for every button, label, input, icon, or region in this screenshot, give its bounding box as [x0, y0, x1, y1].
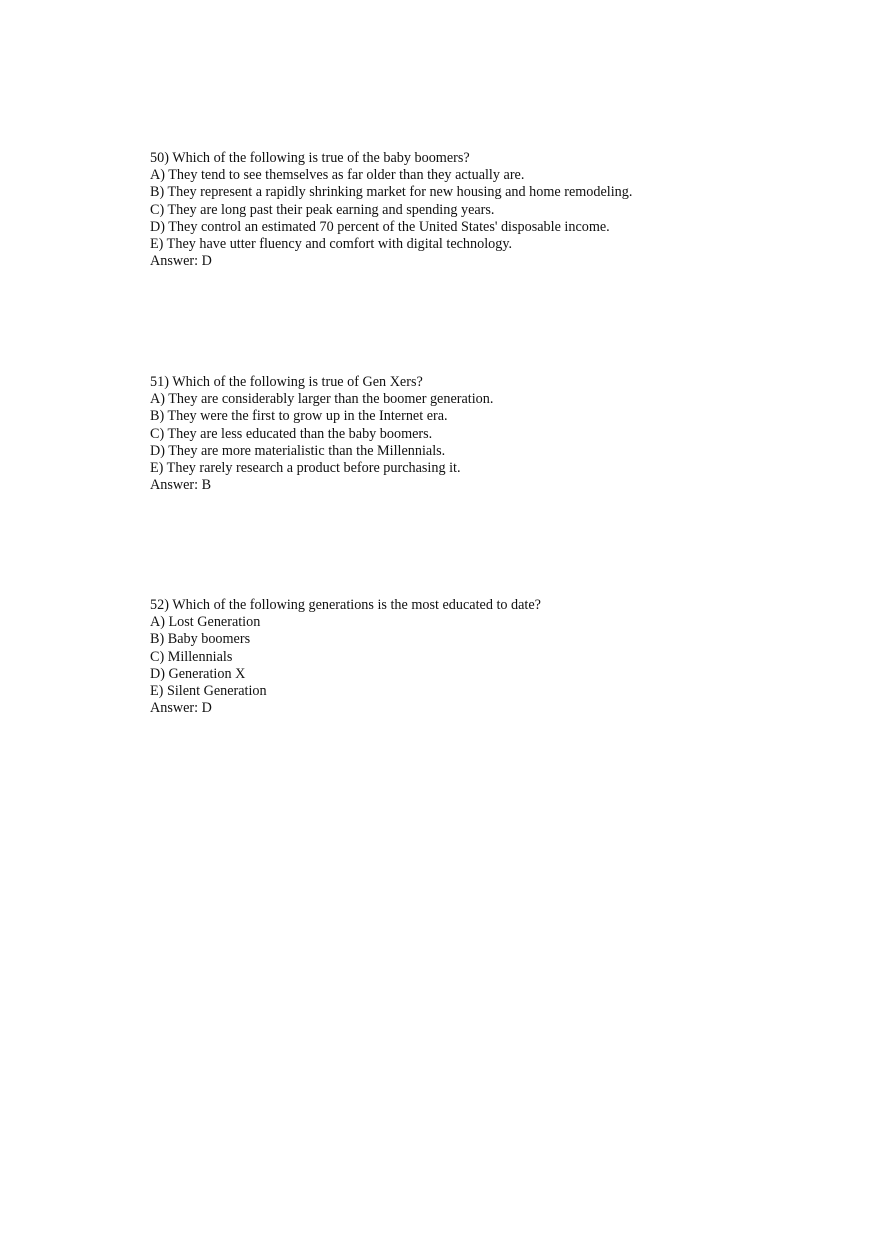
question-stem: 52) Which of the following generations is the most educated to date?: [150, 597, 541, 613]
option-c: C) They are less educated than the baby boomers.: [150, 425, 433, 442]
option-b: B) Baby boomers: [150, 631, 251, 648]
answer-value: D: [201, 253, 212, 270]
answer-value: D: [201, 700, 212, 717]
answer-value: B: [201, 477, 212, 494]
answer-label: Answer:: [150, 477, 199, 494]
answer-label: Answer:: [150, 253, 199, 270]
question-51: [150, 374, 850, 494]
option-b: B) They represent a rapidly shrinking market for new housing and home remodeling.: [150, 184, 633, 201]
option-d: D) Generation X: [150, 665, 246, 682]
option-d: D) They control an estimated 70 percent of the United States' disposable income.: [150, 218, 610, 235]
option-e: E) They have utter fluency and comfort with digital technology.: [150, 236, 513, 253]
answer-line: [150, 477, 850, 494]
option-a: A) They are considerably larger than the boomer generation.: [150, 391, 494, 408]
option-a: A) Lost Generation: [150, 614, 261, 631]
option-e: E) Silent Generation: [150, 683, 267, 700]
option-c: C) They are long past their peak earning and spending years.: [150, 201, 495, 218]
question-52: [150, 597, 850, 717]
question-50: [150, 150, 850, 270]
option-a: A) They tend to see themselves as far older than they actually are.: [150, 167, 525, 184]
option-b: B) They were the first to grow up in the Internet era.: [150, 408, 448, 425]
answer-line: [150, 700, 850, 717]
option-d: D) They are more materialistic than the Millennials.: [150, 442, 446, 459]
answer-line: [150, 253, 850, 270]
option-c: C) Millennials: [150, 648, 233, 665]
question-stem: 51) Which of the following is true of Gen Xers?: [150, 374, 423, 390]
question-stem: 50) Which of the following is true of the baby boomers?: [150, 150, 470, 166]
answer-label: Answer:: [150, 700, 199, 717]
option-e: E) They rarely research a product before purchasing it.: [150, 460, 461, 477]
